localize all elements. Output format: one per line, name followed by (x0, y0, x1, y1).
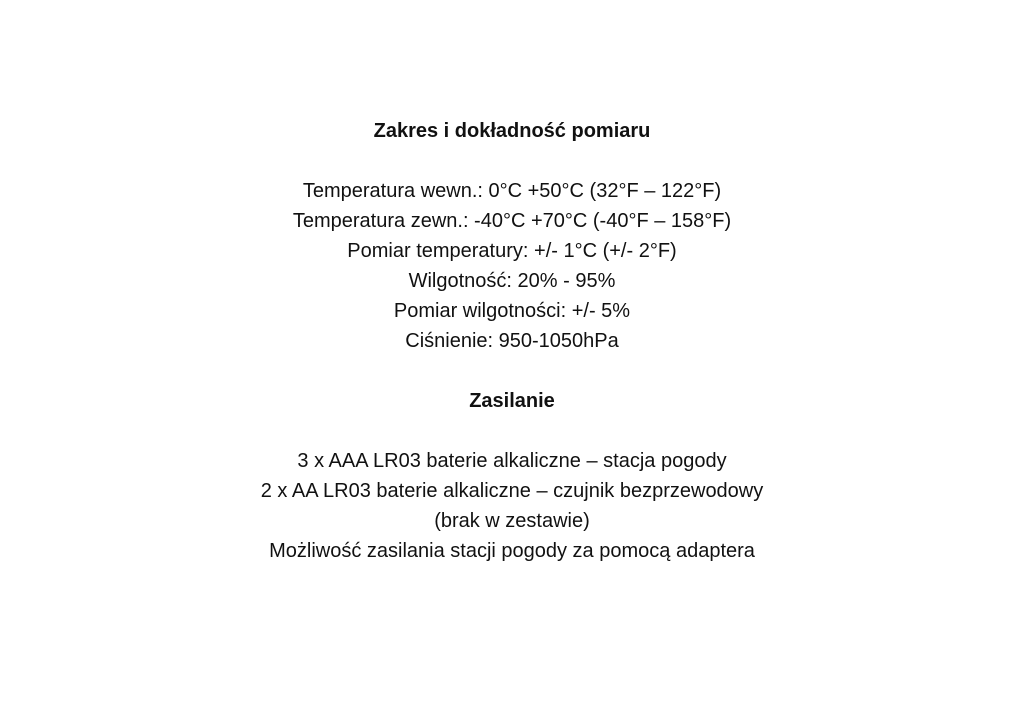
spec-line-humidity-accuracy: Pomiar wilgotności: +/- 5% (393, 300, 631, 322)
spec-line-indoor-temperature: Temperatura wewn.: 0°C +50°C (32°F – 122°F) (302, 180, 722, 202)
document-content (0, 116, 1024, 566)
spec-line-pressure: Ciśnienie: 950-1050hPa (405, 330, 619, 352)
spec-line-outdoor-temperature: Temperatura zewn.: -40°C +70°C (-40°F – 158°F) (292, 210, 732, 232)
power-line-sensor-batteries: 2 x AA LR03 baterie alkaliczne – czujnik bezprzewodowy (260, 480, 764, 502)
power-line-not-included: (brak w zestawie) (434, 510, 590, 532)
spacer (0, 356, 1024, 386)
spacer (0, 416, 1024, 446)
section-title-power: Zasilanie (469, 390, 555, 412)
section-title-measurement: Zakres i dokładność pomiaru (373, 120, 651, 142)
spec-line-humidity-range: Wilgotność: 20% - 95% (408, 270, 616, 292)
spacer (0, 146, 1024, 176)
power-line-adapter: Możliwość zasilania stacji pogody za pomocą adaptera (269, 540, 755, 562)
spec-line-temperature-accuracy: Pomiar temperatury: +/- 1°C (+/- 2°F) (347, 240, 677, 262)
power-line-station-batteries: 3 x AAA LR03 baterie alkaliczne – stacja pogody (297, 450, 727, 472)
